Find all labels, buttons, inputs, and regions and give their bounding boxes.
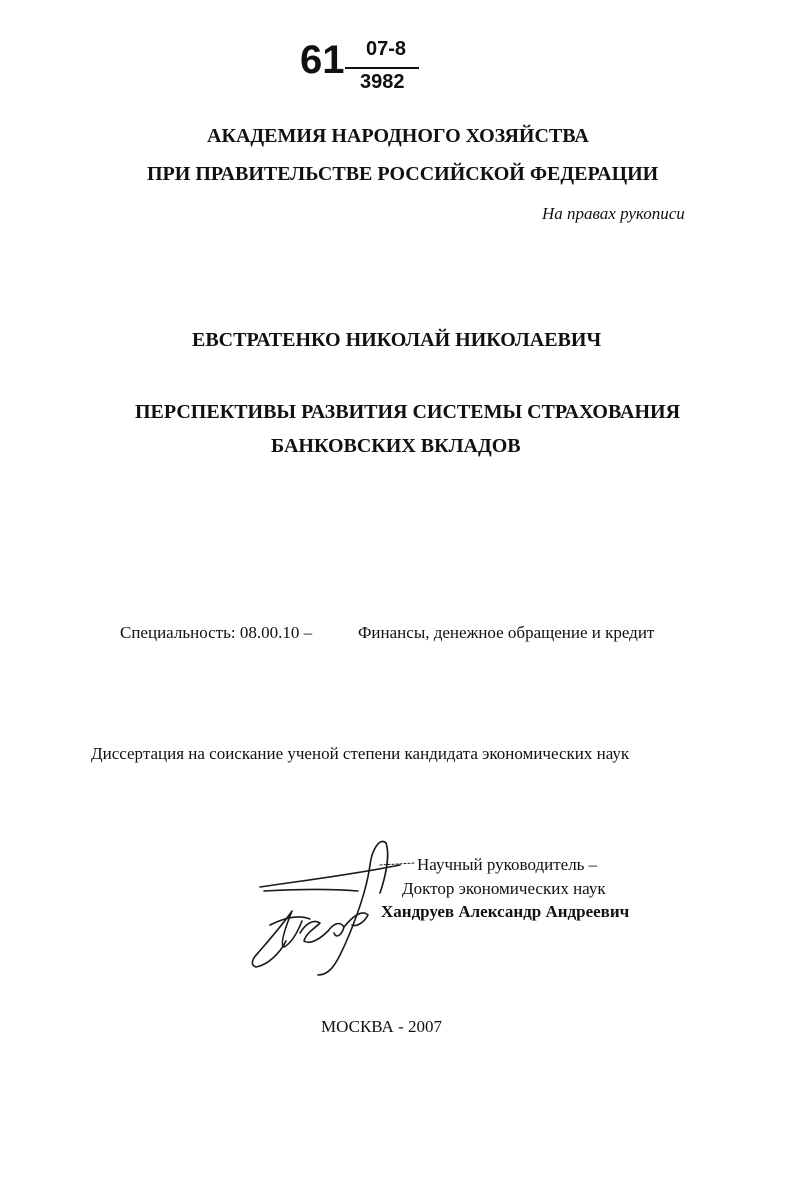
organization-line-2: ПРИ ПРАВИТЕЛЬСТВЕ РОССИЙСКОЙ ФЕДЕРАЦИИ — [147, 163, 659, 185]
specialty-name: Финансы, денежное обращение и кредит — [358, 623, 655, 642]
supervisor-degree: Доктор экономических наук — [402, 879, 606, 898]
library-stamp-numerator: 07-8 — [366, 38, 407, 60]
supervisor-label: Научный руководитель – — [417, 855, 598, 874]
manuscript-note: На правах рукописи — [542, 204, 685, 223]
degree-statement: Диссертация на соискание ученой степени кандидата экономических наук — [91, 744, 630, 763]
city-year: МОСКВА - 2007 — [321, 1017, 442, 1036]
dissertation-title-line-1: ПЕРСПЕКТИВЫ РАЗВИТИЯ СИСТЕМЫ СТРАХОВАНИЯ — [135, 401, 681, 423]
library-stamp-denominator: 3982 — [360, 71, 405, 93]
specialty-label: Специальность: 08.00.10 – — [120, 623, 313, 642]
library-stamp-number: 61 — [300, 38, 345, 82]
library-stamp-fraction-line — [345, 67, 419, 69]
dissertation-title-line-2: БАНКОВСКИХ ВКЛАДОВ — [271, 435, 521, 457]
supervisor-name: Хандруев Александр Андреевич — [381, 902, 630, 921]
organization-line-1: АКАДЕМИЯ НАРОДНОГО ХОЗЯЙСТВА — [207, 125, 589, 147]
author-name: ЕВСТРАТЕНКО НИКОЛАЙ НИКОЛАЕВИЧ — [192, 329, 602, 351]
